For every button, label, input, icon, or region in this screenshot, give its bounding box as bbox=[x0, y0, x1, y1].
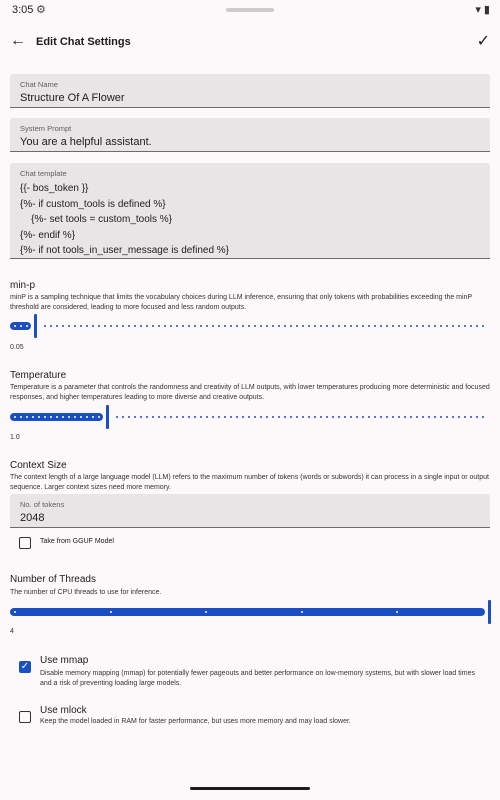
slider-tick bbox=[44, 325, 46, 327]
context-size-description: The context length of a large language model (LLM) refers to the maximum number of tokens (words or subwords) it can process in a single input or output sequence. Larger context sizes need more memory. bbox=[10, 474, 489, 491]
slider-tick bbox=[338, 325, 340, 327]
slider-thumb[interactable] bbox=[34, 314, 37, 338]
slider-tick bbox=[326, 416, 328, 418]
min-p-slider[interactable] bbox=[10, 314, 490, 338]
slider-tick bbox=[74, 416, 76, 418]
slider-tick bbox=[308, 416, 310, 418]
slider-tick bbox=[14, 611, 16, 613]
temperature-value: 1.0 bbox=[10, 434, 20, 441]
slider-tick bbox=[80, 325, 82, 327]
slider-tick bbox=[260, 416, 262, 418]
slider-tick bbox=[350, 325, 352, 327]
slider-tick bbox=[452, 325, 454, 327]
slider-tick bbox=[398, 416, 400, 418]
slider-tick bbox=[458, 325, 460, 327]
slider-tick bbox=[416, 416, 418, 418]
status-time: 3:05 bbox=[12, 4, 34, 16]
temperature-description: Temperature is a parameter that controls the randomness and creativity of LLM outputs, with lower temperatures producing more deterministic and focused responses, and higher temperatures leading to more diverse and creative outputs. bbox=[10, 384, 490, 401]
slider-tick bbox=[314, 325, 316, 327]
slider-tick bbox=[374, 416, 376, 418]
chat-name-value[interactable]: Structure Of A Flower bbox=[20, 92, 125, 104]
slider-tick bbox=[236, 325, 238, 327]
slider-tick bbox=[344, 416, 346, 418]
slider-tick bbox=[32, 416, 34, 418]
slider-tick bbox=[440, 325, 442, 327]
slider-tick bbox=[38, 416, 40, 418]
slider-tick bbox=[392, 416, 394, 418]
slider-tick bbox=[176, 416, 178, 418]
slider-tick bbox=[386, 416, 388, 418]
slider-tick bbox=[428, 416, 430, 418]
slider-tick bbox=[338, 416, 340, 418]
slider-tick bbox=[392, 325, 394, 327]
slider-tick bbox=[20, 325, 22, 327]
slider-tick bbox=[26, 325, 28, 327]
status-bar bbox=[0, 0, 500, 20]
slider-tick bbox=[446, 416, 448, 418]
min-p-description: minP is a sampling technique that limits the vocabulary choices during LLM inference, ensuring that only tokens with probabilities exceeding the minP threshold are considered, leading to more focused and less random outputs. bbox=[10, 294, 472, 311]
chat-template-label: Chat template bbox=[20, 169, 67, 178]
slider-tick bbox=[368, 416, 370, 418]
min-p-value: 0.05 bbox=[10, 344, 24, 351]
slider-tick bbox=[14, 416, 16, 418]
slider-tick bbox=[368, 325, 370, 327]
slider-tick bbox=[446, 325, 448, 327]
slider-tick bbox=[452, 416, 454, 418]
system-prompt-label: System Prompt bbox=[20, 124, 72, 133]
slider-tick bbox=[356, 416, 358, 418]
slider-tick bbox=[44, 416, 46, 418]
slider-tick bbox=[182, 416, 184, 418]
slider-tick bbox=[68, 325, 70, 327]
slider-tick bbox=[182, 325, 184, 327]
slider-tick bbox=[86, 416, 88, 418]
slider-tick bbox=[116, 416, 118, 418]
system-prompt-value[interactable]: You are a helpful assistant. bbox=[20, 136, 152, 148]
slider-tick bbox=[122, 325, 124, 327]
slider-tick bbox=[470, 416, 472, 418]
slider-tick bbox=[464, 416, 466, 418]
slider-tick bbox=[380, 416, 382, 418]
slider-tick bbox=[380, 325, 382, 327]
slider-tick bbox=[110, 325, 112, 327]
slider-tick bbox=[68, 416, 70, 418]
slider-tick bbox=[290, 325, 292, 327]
slider-tick bbox=[242, 416, 244, 418]
slider-tick bbox=[320, 416, 322, 418]
slider-tick bbox=[26, 416, 28, 418]
slider-tick bbox=[482, 416, 484, 418]
slider-tick bbox=[356, 325, 358, 327]
slider-tick bbox=[296, 416, 298, 418]
mlock-title: Use mlock bbox=[40, 705, 87, 716]
slider-tick bbox=[396, 611, 398, 613]
slider-tick bbox=[80, 416, 82, 418]
slider-tick bbox=[422, 325, 424, 327]
chat-template-value[interactable]: {{- bos_token }} {%- if custom_tools is defined %} {%- set tools = custom_tools %} {%- endif %} {%- if not tools_in_user_message is defined %} bbox=[20, 183, 230, 256]
temperature-title: Temperature bbox=[10, 370, 67, 381]
gguf-checkbox[interactable] bbox=[19, 537, 31, 549]
slider-tick bbox=[416, 325, 418, 327]
slider-tick bbox=[152, 325, 154, 327]
slider-tick bbox=[320, 325, 322, 327]
slider-tick bbox=[56, 416, 58, 418]
gguf-checkbox-label: Take from GGUF Model bbox=[40, 538, 114, 545]
slider-tick bbox=[62, 416, 64, 418]
drag-handle bbox=[226, 8, 274, 12]
slider-tick bbox=[308, 325, 310, 327]
slider-thumb[interactable] bbox=[488, 600, 491, 624]
slider-tick bbox=[284, 325, 286, 327]
slider-active-track bbox=[10, 608, 485, 616]
slider-tick bbox=[74, 325, 76, 327]
slider-tick bbox=[278, 416, 280, 418]
slider-tick bbox=[410, 325, 412, 327]
slider-tick bbox=[188, 325, 190, 327]
slider-tick bbox=[404, 325, 406, 327]
slider-tick bbox=[332, 325, 334, 327]
slider-tick bbox=[134, 325, 136, 327]
temperature-slider[interactable] bbox=[10, 405, 490, 429]
system-prompt-field[interactable] bbox=[10, 118, 490, 152]
slider-tick bbox=[205, 611, 207, 613]
slider-tick bbox=[86, 325, 88, 327]
slider-tick bbox=[20, 416, 22, 418]
check-icon[interactable]: ✓ bbox=[476, 33, 490, 50]
slider-tick bbox=[302, 325, 304, 327]
slider-tick bbox=[248, 325, 250, 327]
slider-tick bbox=[158, 416, 160, 418]
slider-tick bbox=[476, 325, 478, 327]
context-size-title: Context Size bbox=[10, 460, 67, 471]
slider-tick bbox=[362, 416, 364, 418]
slider-tick bbox=[344, 325, 346, 327]
slider-tick bbox=[200, 416, 202, 418]
gear-icon: ⚙ bbox=[36, 4, 46, 16]
threads-slider[interactable] bbox=[10, 600, 490, 624]
slider-tick bbox=[104, 325, 106, 327]
slider-tick bbox=[146, 325, 148, 327]
slider-thumb[interactable] bbox=[106, 405, 109, 429]
slider-tick bbox=[434, 416, 436, 418]
slider-tick bbox=[362, 325, 364, 327]
mmap-description: Disable memory mapping (mmap) for potentially fewer pageouts and better performance on low-memory systems, but with slower load times and a risk of preventing loading large models. bbox=[40, 670, 475, 687]
slider-tick bbox=[50, 416, 52, 418]
status-icons: ▾ ▮ bbox=[475, 4, 490, 16]
slider-tick bbox=[194, 416, 196, 418]
slider-tick bbox=[314, 416, 316, 418]
slider-tick bbox=[302, 416, 304, 418]
slider-tick bbox=[110, 611, 112, 613]
slider-tick bbox=[218, 416, 220, 418]
min-p-title: min-p bbox=[10, 280, 36, 291]
slider-tick bbox=[224, 416, 226, 418]
slider-tick bbox=[404, 416, 406, 418]
slider-tick bbox=[332, 416, 334, 418]
slider-tick bbox=[128, 416, 130, 418]
token-count-value[interactable]: 2048 bbox=[20, 512, 45, 524]
slider-tick bbox=[128, 325, 130, 327]
slider-tick bbox=[458, 416, 460, 418]
slider-tick bbox=[242, 325, 244, 327]
slider-tick bbox=[164, 416, 166, 418]
slider-tick bbox=[224, 325, 226, 327]
slider-tick bbox=[482, 325, 484, 327]
home-indicator bbox=[190, 787, 310, 790]
slider-tick bbox=[176, 325, 178, 327]
chat-name-label: Chat Name bbox=[20, 80, 58, 89]
slider-tick bbox=[206, 325, 208, 327]
slider-tick bbox=[230, 416, 232, 418]
slider-tick bbox=[230, 325, 232, 327]
threads-value: 4 bbox=[10, 628, 14, 635]
app-bar bbox=[0, 24, 500, 62]
mlock-description: Keep the model loaded in RAM for faster performance, but uses more memory and may load slower. bbox=[40, 718, 351, 725]
slider-tick bbox=[218, 325, 220, 327]
slider-tick bbox=[434, 325, 436, 327]
page-title: Edit Chat Settings bbox=[36, 36, 131, 48]
slider-tick bbox=[296, 325, 298, 327]
mlock-checkbox[interactable] bbox=[19, 711, 31, 723]
mmap-checkbox[interactable]: ✓ bbox=[20, 661, 30, 672]
token-count-field[interactable] bbox=[10, 494, 490, 528]
slider-tick bbox=[122, 416, 124, 418]
slider-tick bbox=[301, 611, 303, 613]
slider-tick bbox=[470, 325, 472, 327]
slider-tick bbox=[212, 325, 214, 327]
slider-tick bbox=[134, 416, 136, 418]
slider-tick bbox=[326, 325, 328, 327]
slider-tick bbox=[152, 416, 154, 418]
slider-tick bbox=[140, 416, 142, 418]
slider-tick bbox=[212, 416, 214, 418]
token-count-label: No. of tokens bbox=[20, 500, 65, 509]
slider-tick bbox=[254, 325, 256, 327]
slider-tick bbox=[278, 325, 280, 327]
slider-tick bbox=[92, 416, 94, 418]
chat-template-field[interactable] bbox=[10, 163, 490, 259]
slider-tick bbox=[272, 416, 274, 418]
slider-tick bbox=[188, 416, 190, 418]
slider-tick bbox=[290, 416, 292, 418]
slider-tick bbox=[374, 325, 376, 327]
threads-title: Number of Threads bbox=[10, 574, 96, 585]
slider-tick bbox=[260, 325, 262, 327]
slider-tick bbox=[266, 325, 268, 327]
mmap-title: Use mmap bbox=[40, 655, 89, 666]
slider-tick bbox=[284, 416, 286, 418]
slider-tick bbox=[386, 325, 388, 327]
slider-tick bbox=[248, 416, 250, 418]
slider-tick bbox=[194, 325, 196, 327]
threads-description: The number of CPU threads to use for inference. bbox=[10, 589, 162, 596]
slider-tick bbox=[170, 325, 172, 327]
slider-tick bbox=[236, 416, 238, 418]
slider-tick bbox=[200, 325, 202, 327]
slider-tick bbox=[146, 416, 148, 418]
slider-tick bbox=[98, 416, 100, 418]
slider-tick bbox=[422, 416, 424, 418]
slider-tick bbox=[14, 325, 16, 327]
slider-tick bbox=[440, 416, 442, 418]
slider-tick bbox=[410, 416, 412, 418]
slider-tick bbox=[116, 325, 118, 327]
slider-tick bbox=[206, 416, 208, 418]
slider-tick bbox=[50, 325, 52, 327]
slider-tick bbox=[98, 325, 100, 327]
slider-tick bbox=[164, 325, 166, 327]
slider-tick bbox=[428, 325, 430, 327]
slider-tick bbox=[464, 325, 466, 327]
slider-tick bbox=[170, 416, 172, 418]
chat-name-field[interactable] bbox=[10, 74, 490, 108]
slider-tick bbox=[272, 325, 274, 327]
slider-tick bbox=[398, 325, 400, 327]
arrow-back-icon[interactable]: ← bbox=[10, 32, 26, 49]
slider-tick bbox=[266, 416, 268, 418]
slider-tick bbox=[140, 325, 142, 327]
slider-tick bbox=[56, 325, 58, 327]
slider-tick bbox=[350, 416, 352, 418]
slider-tick bbox=[254, 416, 256, 418]
slider-tick bbox=[476, 416, 478, 418]
slider-tick bbox=[62, 325, 64, 327]
slider-tick bbox=[158, 325, 160, 327]
slider-tick bbox=[92, 325, 94, 327]
